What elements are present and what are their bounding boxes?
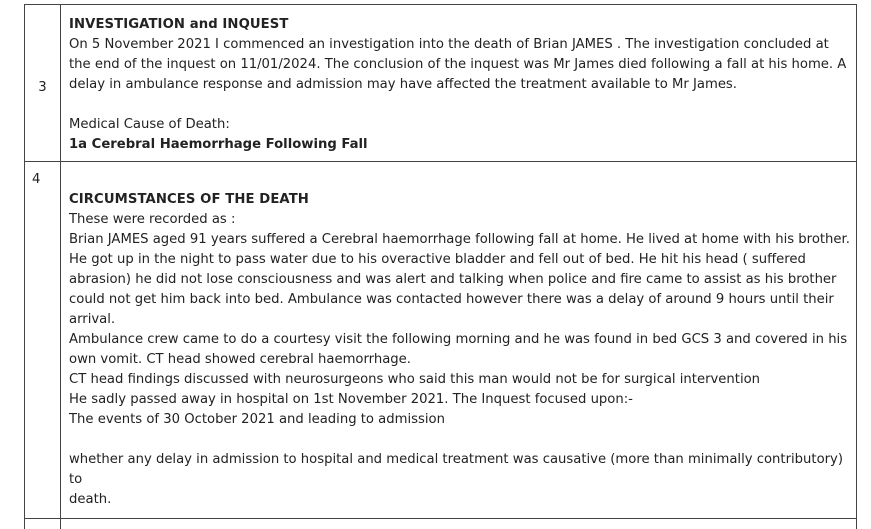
paragraph-line: These were recorded as : [69, 210, 852, 230]
paragraph-line: He got up in the night to pass water due to his overactive bladder and fell out of bed. He hit his head ( suffered [69, 250, 852, 270]
section-content-cell [61, 162, 857, 519]
section-number-cell [25, 5, 61, 162]
section-number-cell [25, 519, 61, 529]
paragraph-line: He sadly passed away in hospital on 1st November 2021. The Inquest focused upon:- [69, 390, 852, 410]
section-heading-circumstances: CIRCUMSTANCES OF THE DEATH [69, 190, 852, 210]
table-row-next [25, 519, 857, 529]
section-number-cell [25, 162, 61, 519]
section-heading-investigation: INVESTIGATION and INQUEST [69, 15, 852, 35]
paragraph-line: own vomit. CT head showed cerebral haemorrhage. [69, 350, 852, 370]
paragraph-line: the end of the inquest on 11/01/2024. The conclusion of the inquest was Mr James died following a fall at his home. A [69, 55, 852, 75]
section-number: 4 [25, 162, 60, 190]
paragraph-line: On 5 November 2021 I commenced an investigation into the death of Brian JAMES . The investigation concluded at [69, 35, 852, 55]
cause-of-death-value: 1a Cerebral Haemorrhage Following Fall [69, 135, 852, 155]
cause-of-death-label: Medical Cause of Death: [69, 115, 852, 135]
paragraph-line: Brian JAMES aged 91 years suffered a Cerebral haemorrhage following fall at home. He lived at home with his brother. [69, 230, 852, 250]
paragraph-line: Ambulance crew came to do a courtesy visit the following morning and he was found in bed GCS 3 and covered in his [69, 330, 852, 350]
blank-line [69, 95, 852, 115]
paragraph-line: arrival. [69, 310, 852, 330]
table-row-section-3 [25, 5, 857, 162]
paragraph-line: abrasion) he did not lose consciousness and was alert and talking when police and fire came to assist as his brother [69, 270, 852, 290]
blank-line [69, 430, 852, 450]
paragraph-line: could not get him back into bed. Ambulance was contacted however there was a delay of around 9 hours until their [69, 290, 852, 310]
paragraph-line: The events of 30 October 2021 and leading to admission [69, 410, 852, 430]
report-table [24, 4, 857, 529]
section-number: 3 [25, 68, 60, 98]
paragraph-line: death. [69, 490, 852, 510]
section-content-cell [61, 5, 857, 162]
table-row-section-4 [25, 162, 857, 519]
paragraph-line: CT head findings discussed with neurosurgeons who said this man would not be for surgical intervention [69, 370, 852, 390]
paragraph-line: whether any delay in admission to hospital and medical treatment was causative (more than minimally contributory) to [69, 450, 852, 490]
section-content-cell [61, 519, 857, 529]
paragraph-line: delay in ambulance response and admission may have affected the treatment available to Mr James. [69, 75, 852, 95]
